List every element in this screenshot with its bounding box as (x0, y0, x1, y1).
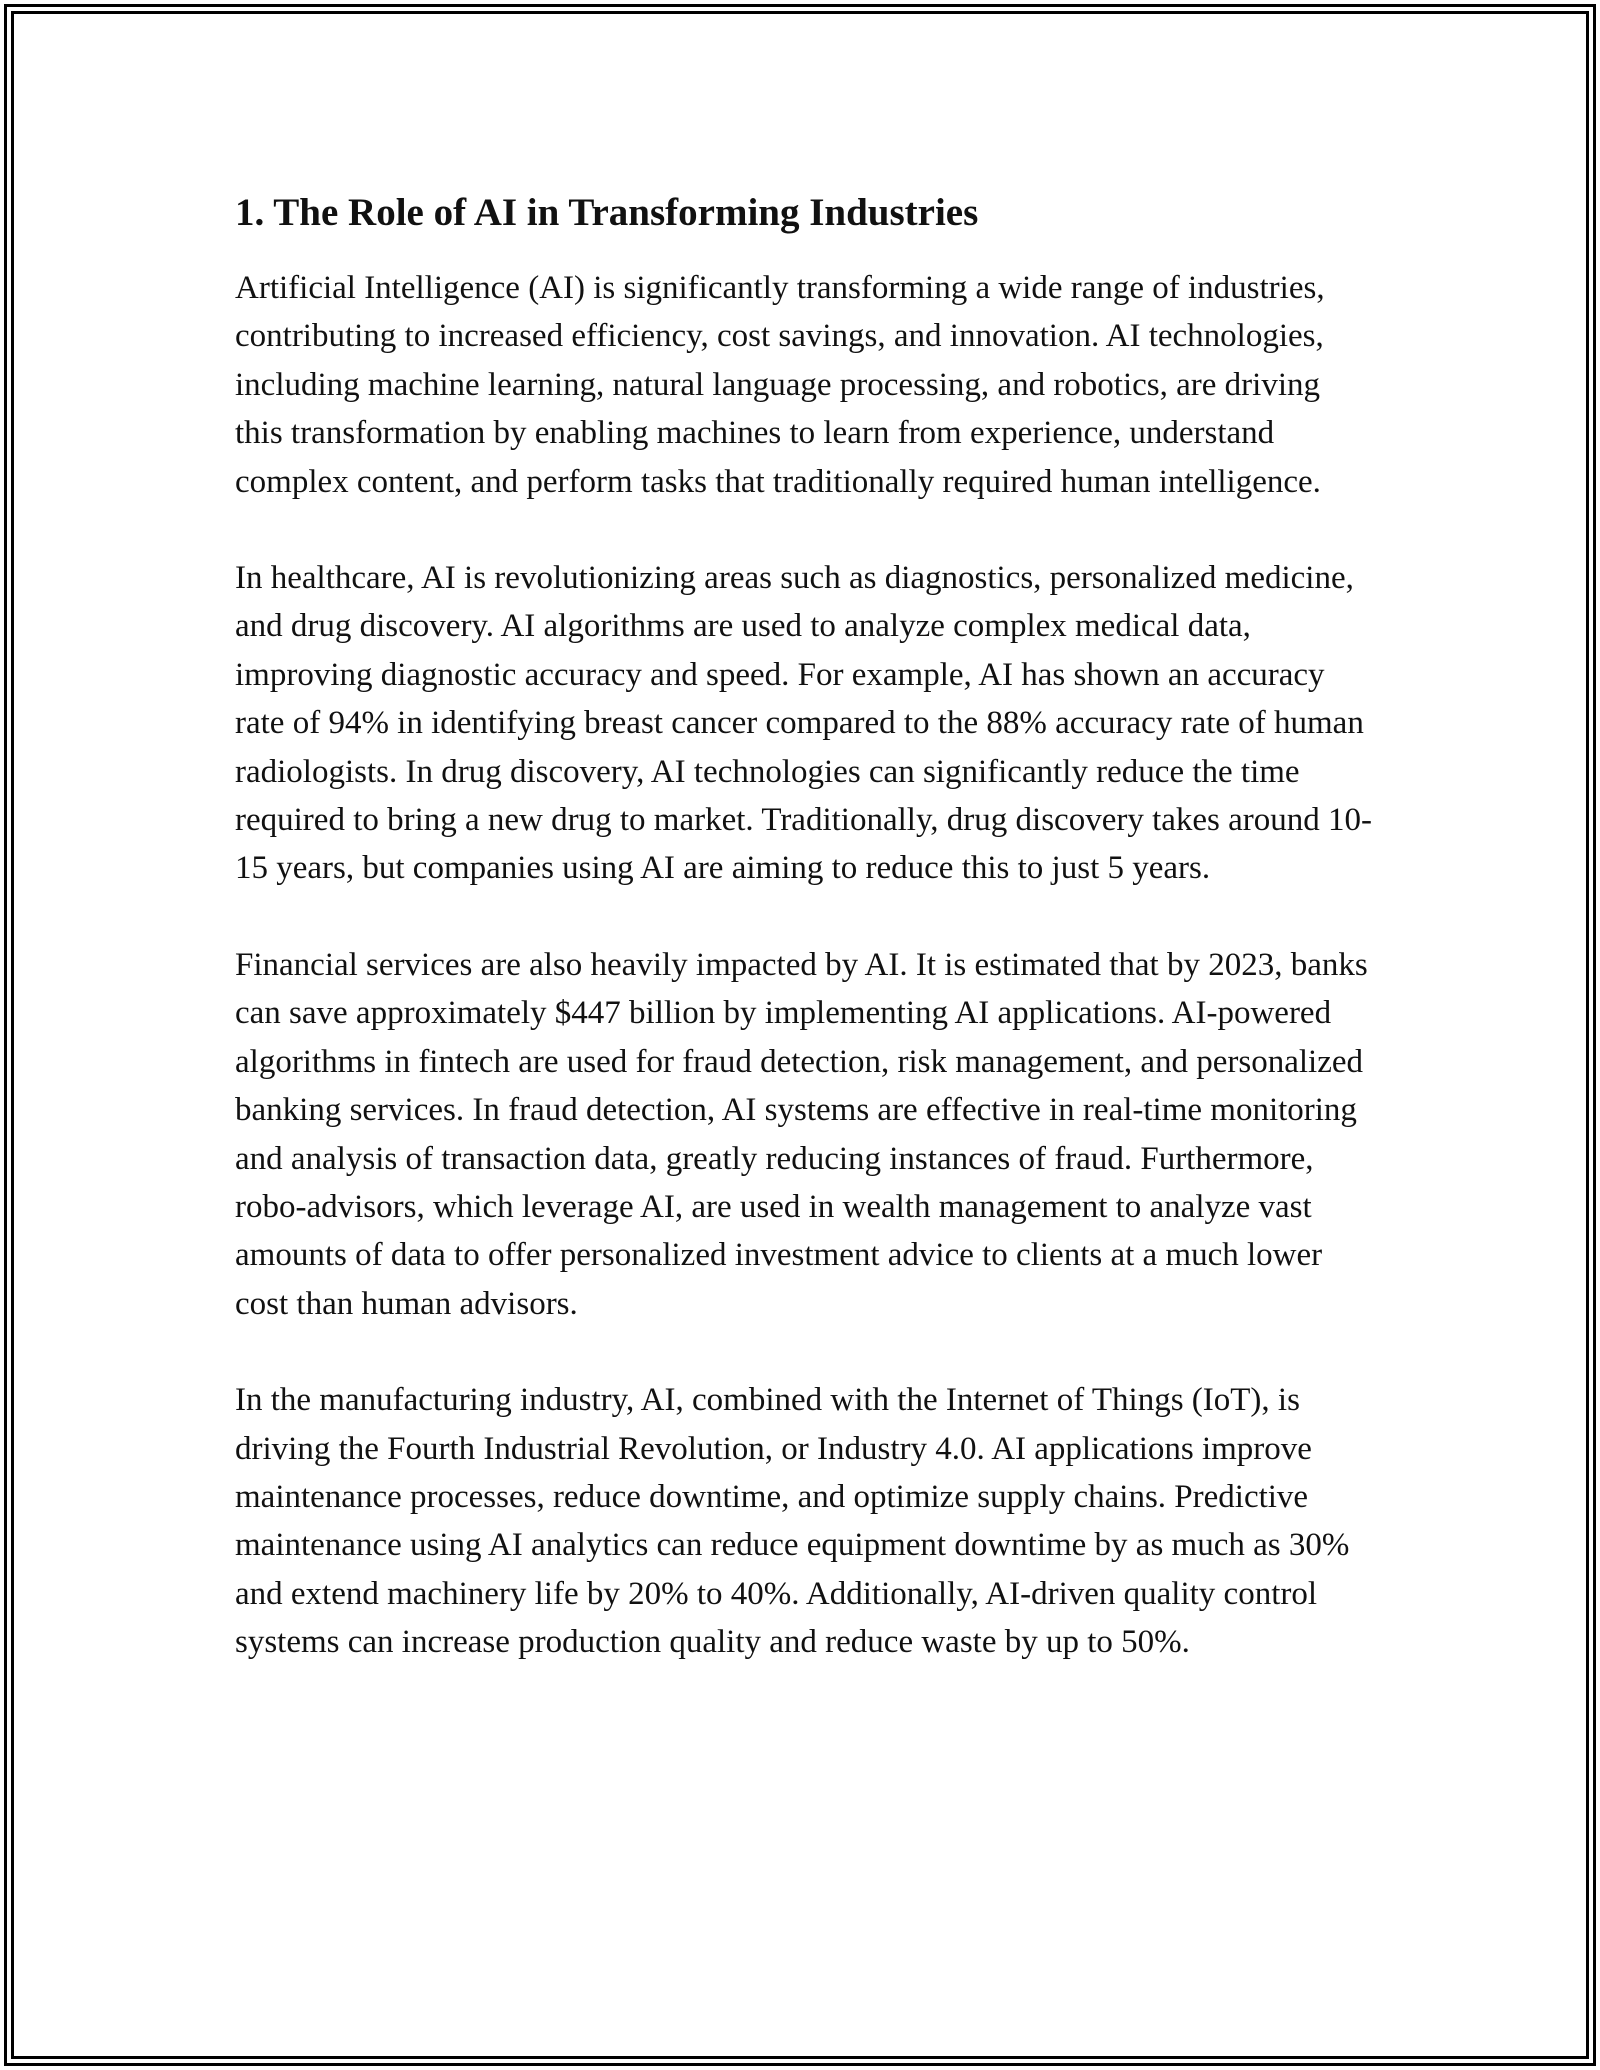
paragraph-healthcare: In healthcare, AI is revolutionizing areas such as diagnostics, personalized medicine, and drug discovery. AI algorithms are used to analyze complex medical data, improving diagnostic accuracy and speed. For example, AI has shown an accuracy rate of 94% in identifying breast cancer compared to the 88% accuracy rate of human radiologists. In drug discovery, AI technologies can significantly reduce the time required to bring a new drug to market. Traditionally, drug discovery takes around 10-15 years, but companies using AI are aiming to reduce this to just 5 years. (235, 560, 1373, 887)
paragraph-ai-overview: Artificial Intelligence (AI) is significantly transforming a wide range of industries, contributing to increased efficiency, cost savings, and innovation. AI technologies, including machine learning, natural language processing, and robotics, are driving this transformation by enabling machines to learn from experience, understand complex content, and perform tasks that traditionally required human intelligence. (235, 270, 1325, 500)
section-heading: 1. The Role of AI in Transforming Industries (235, 191, 979, 234)
paragraph-financial-services: Financial services are also heavily impacted by AI. It is estimated that by 2023, banks can save approximately $447 billion by implementing AI applications. AI-powered algorithms in fintech are used for fraud detection, risk management, and personalized banking services. In fraud detection, AI systems are effective in real-time monitoring and analysis of transaction data, greatly reducing instances of fraud. Furthermore, robo-advisors, which leverage AI, are used in wealth management to analyze vast amounts of data to offer personalized investment advice to clients at a much lower cost than human advisors. (235, 946, 1368, 1322)
document-body (235, 186, 1375, 1715)
paragraph-manufacturing: In the manufacturing industry, AI, combined with the Internet of Things (IoT), is driving the Fourth Industrial Revolution, or Industry 4.0. AI applications improve maintenance processes, reduce downtime, and optimize supply chains. Predictive maintenance using AI analytics can reduce equipment downtime by as much as 30% and extend machinery life by 20% to 40%. Additionally, AI-driven quality control systems can increase production quality and reduce waste by up to 50%. (235, 1382, 1350, 1661)
